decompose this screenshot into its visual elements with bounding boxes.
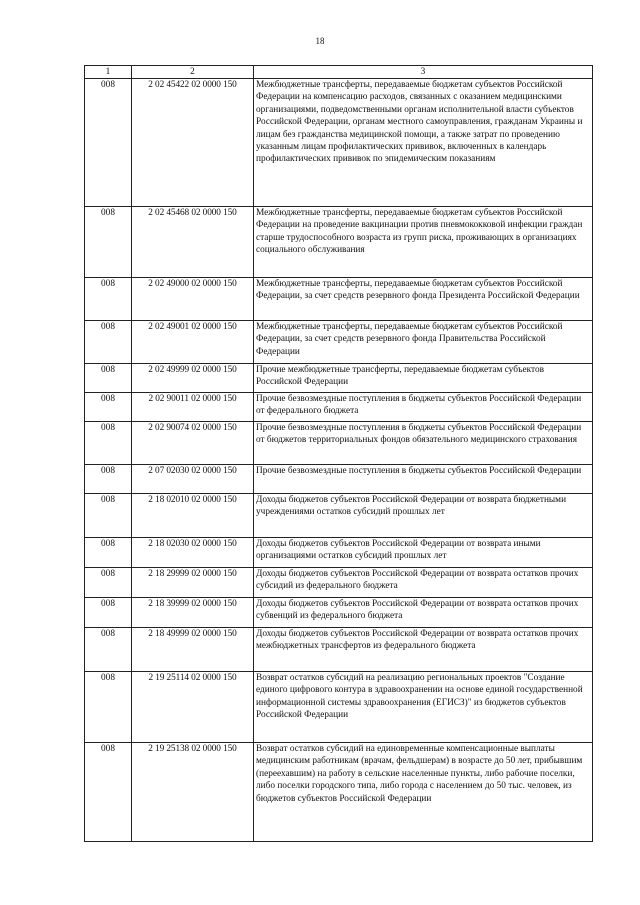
budget-code-cell: 2 18 49999 02 0000 150 [132, 628, 254, 672]
budget-codes-table [84, 65, 593, 842]
table-row [85, 598, 593, 628]
budget-code-cell: 2 02 90011 02 0000 150 [132, 393, 254, 422]
table-row [85, 494, 593, 538]
admin-code-cell: 008 [85, 672, 132, 743]
budget-code-cell: 2 02 90074 02 0000 150 [132, 422, 254, 465]
page-number: 18 [315, 36, 325, 46]
admin-code-cell: 008 [85, 278, 132, 321]
income-name-cell: Доходы бюджетов субъектов Российской Федерации от возврата иными организациями остатков субсидий прошлых лет [254, 538, 593, 568]
table-row [85, 321, 593, 364]
budget-code-cell: 2 18 39999 02 0000 150 [132, 598, 254, 628]
table-row [85, 628, 593, 672]
table-row [85, 568, 593, 598]
admin-code-cell: 008 [85, 422, 132, 465]
budget-code-cell: 2 02 45422 02 0000 150 [132, 79, 254, 207]
admin-code-cell: 008 [85, 465, 132, 494]
admin-code-cell: 008 [85, 598, 132, 628]
admin-code-cell: 008 [85, 743, 132, 842]
table-row [85, 538, 593, 568]
admin-code-cell: 008 [85, 79, 132, 207]
admin-code-cell: 008 [85, 321, 132, 364]
income-name-cell: Доходы бюджетов субъектов Российской Федерации от возврата остатков прочих субвенций из федерального бюджета [254, 598, 593, 628]
income-name-cell: Возврат остатков субсидий на единовременные компенсационные выплаты медицинским работникам (врачам, фельдшерам) в возрасте до 50 лет, прибывшим (переехавшим) на работу в сельские населенные пункты, либо рабочие поселки, либо поселки городского типа, либо города с населением до 50 тыс. человек, из бюджетов субъектов Российской Федерации [254, 743, 593, 842]
income-name-cell: Доходы бюджетов субъектов Российской Федерации от возврата остатков прочих субсидий из федерального бюджета [254, 568, 593, 598]
budget-code-cell: 2 19 25114 02 0000 150 [132, 672, 254, 743]
income-name-cell: Прочие межбюджетные трансферты, передаваемые бюджетам субъектов Российской Федерации [254, 364, 593, 393]
budget-code-cell: 2 07 02030 02 0000 150 [132, 465, 254, 494]
budget-code-cell: 2 02 45468 02 0000 150 [132, 207, 254, 278]
budget-code-cell: 2 18 29999 02 0000 150 [132, 568, 254, 598]
table-row [85, 743, 593, 842]
admin-code-cell: 008 [85, 568, 132, 598]
table-row [85, 393, 593, 422]
admin-code-cell: 008 [85, 628, 132, 672]
income-name-cell: Межбюджетные трансферты, передаваемые бюджетам субъектов Российской Федерации на проведение вакцинации против пневмококковой инфекции граждан старше трудоспособного возраста из групп риска, проживающих в организациях социального обслуживания [254, 207, 593, 278]
admin-code-cell: 008 [85, 207, 132, 278]
budget-code-cell: 2 02 49001 02 0000 150 [132, 321, 254, 364]
admin-code-cell: 008 [85, 494, 132, 538]
budget-code-cell: 2 02 49000 02 0000 150 [132, 278, 254, 321]
income-name-cell: Межбюджетные трансферты, передаваемые бюджетам субъектов Российской Федерации на компенсацию расходов, связанных с оказанием медицинскими организациями, подведомственными органам исполнительной власти субъектов Российской Федерации, органам местного самоуправления, гражданам Украины и лицам без гражданства медицинской помощи, а также затрат по проведению указанным лицам профилактических прививок, включенных в календарь профилактических прививок по эпидемическим показаниям [254, 79, 593, 207]
budget-code-cell: 2 18 02010 02 0000 150 [132, 494, 254, 538]
income-name-cell: Межбюджетные трансферты, передаваемые бюджетам субъектов Российской Федерации, за счет средств резервного фонда Правительства Российской Федерации [254, 321, 593, 364]
table-row [85, 278, 593, 321]
income-name-cell: Прочие безвозмездные поступления в бюджеты субъектов Российской Федерации [254, 465, 593, 494]
budget-code-cell: 2 18 02030 02 0000 150 [132, 538, 254, 568]
budget-code-cell: 2 19 25138 02 0000 150 [132, 743, 254, 842]
admin-code-cell: 008 [85, 393, 132, 422]
income-name-cell: Прочие безвозмездные поступления в бюджеты субъектов Российской Федерации от бюджетов территориальных фондов обязательного медицинского страхования [254, 422, 593, 465]
budget-code-cell: 2 02 49999 02 0000 150 [132, 364, 254, 393]
admin-code-cell: 008 [85, 538, 132, 568]
column-header-1: 1 [85, 66, 132, 79]
table-row [85, 364, 593, 393]
income-name-cell: Прочие безвозмездные поступления в бюджеты субъектов Российской Федерации от федерального бюджета [254, 393, 593, 422]
table-row [85, 79, 593, 207]
admin-code-cell: 008 [85, 364, 132, 393]
table-row [85, 207, 593, 278]
income-name-cell: Доходы бюджетов субъектов Российской Федерации от возврата остатков прочих межбюджетных трансфертов из федерального бюджета [254, 628, 593, 672]
table-row [85, 422, 593, 465]
column-header-2: 2 [132, 66, 254, 79]
column-header-3: 3 [254, 66, 593, 79]
table-row [85, 465, 593, 494]
income-name-cell: Доходы бюджетов субъектов Российской Федерации от возврата бюджетными учреждениями остатков субсидий прошлых лет [254, 494, 593, 538]
income-name-cell: Межбюджетные трансферты, передаваемые бюджетам субъектов Российской Федерации, за счет средств резервного фонда Президента Российской Федерации [254, 278, 593, 321]
table-row [85, 672, 593, 743]
table-header-row [85, 66, 593, 79]
income-name-cell: Возврат остатков субсидий на реализацию региональных проектов "Создание единого цифрового контура в здравоохранении на основе единой государственной информационной системы здравоохранения (ЕГИСЗ)" из бюджетов субъектов Российской Федерации [254, 672, 593, 743]
